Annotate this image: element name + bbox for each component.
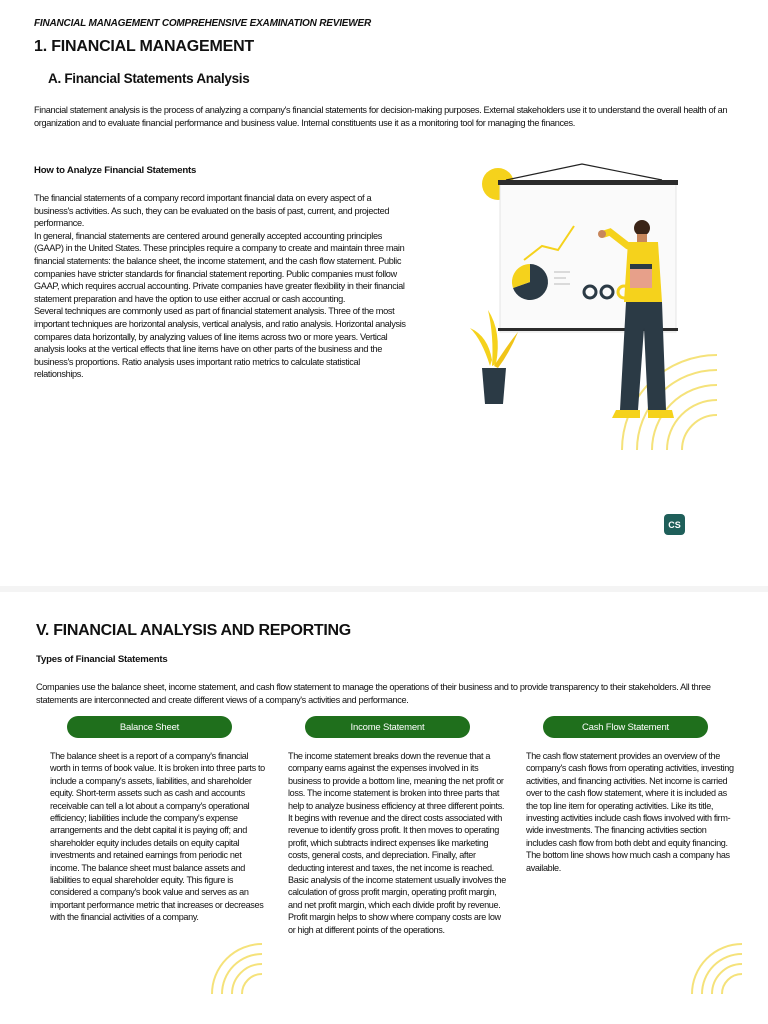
income-statement-pill: Income Statement (305, 716, 470, 738)
paragraph: Several techniques are commonly used as part of financial statement analysis. Three of the most important techniques are horizontal analysis, vertical analysis, and ratio analysis. Horizontal analysis compares data horizontally, by analyzing values of line items across two or more years. Vertical analysis looks at the vertical effects that line items have on other parts of the business and the business's proportions. Ratio analysis uses important ratio metrics to calculate statistical relationships. (34, 306, 406, 380)
balance-sheet-pill: Balance Sheet (67, 716, 232, 738)
intro-paragraph: Companies use the balance sheet, income statement, and cash flow statement to manage the operations of their business and to provide transparency to their stakeholders. All three statements are interconnected and create different views of a company's activities and performance. (36, 682, 711, 705)
hanging-wire (506, 164, 662, 180)
section-title: V. FINANCIAL ANALYSIS AND REPORTING (36, 622, 351, 639)
paragraph: In general, financial statements are centered around generally accepted accounting principles (GAAP) in the United States. These principles require a company to create and maintain three main financial statements: the balance sheet, the income statement, and the cash flow statement. Public companies have stricter standards for financial statement reporting. Public companies must follow GAAP, which requires accrual accounting. Private companies have greater flexibility in their financial statement preparation and have the option to use either accrual or cash accounting. (34, 230, 405, 304)
presentation-illustration (462, 160, 732, 452)
body-text (34, 192, 406, 381)
concentric-lines-decoration (206, 942, 268, 994)
cash-flow-statement-pill: Cash Flow Statement (543, 716, 708, 738)
income-statement-text: The income statement breaks down the revenue that a company earns against the expenses involved in its business to provide a bottom line, meaning the net profit or loss. The income statement is broken into three parts that help to analyze business efficiency at three different points. It begins with revenue and the direct costs associated with revenue to identify gross profit. It then moves to operating profit, which subtracts indirect expenses like marketing costs, general costs, and depreciation. Finally, after deducting interest and taxes, the net income is reached. Basic analysis of the income statement usually involves the calculation of gross profit margin, operating profit margin, and net profit margin, which each divide profit by revenue. Profit margin helps to show where company costs are low or high at different points of the operations. (288, 751, 506, 935)
concentric-lines-decoration (686, 942, 746, 994)
subheading: How to Analyze Financial Statements (34, 165, 197, 176)
subheading: Types of Financial Statements (36, 654, 168, 665)
cash-flow-statement-text: The cash flow statement provides an overview of the company's cash flows from operating activities, investing activities, and financing activities. Net income is carried over to the cash flow statement, where it is included as the top line item for operating activities. Like its title, investing activities include cash flows involved with firm-wide investments. The financing activities section includes cash flow from both debt and equity financing. The bottom line shows how much cash a company has available. (526, 751, 734, 873)
intro-paragraph: Financial statement analysis is the process of analyzing a company's financial statements for decision-making purposes. External stakeholders use it to understand the overall health of an organization and to evaluate financial performance and business value. Internal constituents use it as a monitoring tool for managing the finances. (34, 105, 728, 128)
document-header: FINANCIAL MANAGEMENT COMPREHENSIVE EXAMINATION REVIEWER (34, 18, 371, 29)
paragraph: The financial statements of a company record important financial data on every aspect of a business's activities. As such, they can be evaluated on the basis of past, current, and projected performance. (34, 193, 390, 229)
section-subtitle: A. Financial Statements Analysis (48, 71, 250, 86)
section-title: 1. FINANCIAL MANAGEMENT (34, 38, 254, 55)
page-divider (0, 586, 768, 592)
camscanner-badge: CS (664, 514, 685, 535)
board-top-bar (498, 180, 678, 185)
balance-sheet-text: The balance sheet is a report of a company's financial worth in terms of book value. It is broken into three parts to include a company's assets, liabilities, and shareholder equity. Short-term assets such as cash and accounts receivable can tell a lot about a company's operational efficiency; liabilities include the company's expense arrangements and the debt capital it is paying off; and shareholder equity includes details on equity capital investments and retained earnings from periodic net income. The balance sheet must balance assets and liabilities to equal shareholder equity. This figure is considered a company's book value and serves as an important performance metric that increases or decreases with the financial activities of a company. (50, 751, 265, 923)
